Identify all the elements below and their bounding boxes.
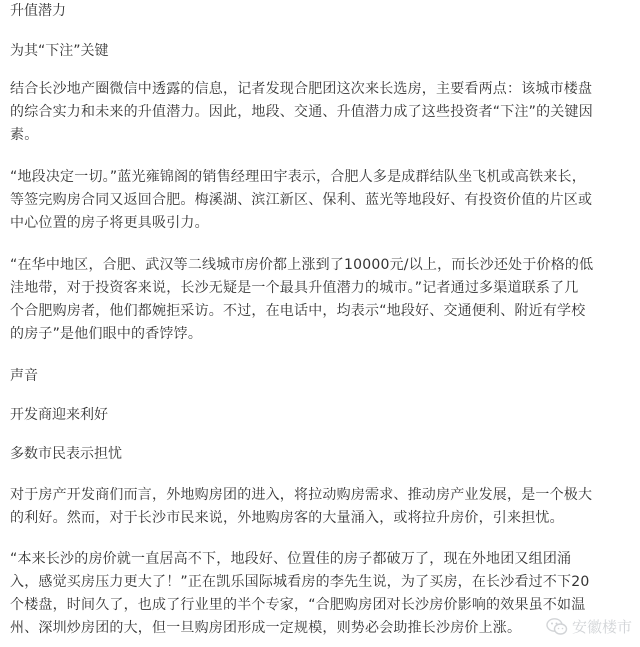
section-heading-rise-potential: 升值潜力 [10, 3, 66, 19]
section-heading-betting-key: 为其“下注”关键 [10, 43, 109, 59]
paragraph-resident-quote [10, 548, 589, 640]
section-heading-voices: 声音 [10, 368, 38, 384]
section-heading-developers-benefit: 开发商迎来利好 [10, 407, 108, 423]
paragraph-line: 对于房产开发商们而言，外地购房团的进入，将拉动购房需求、推动房产业发展，是一个极大 [10, 487, 593, 503]
paragraph-line: “本来长沙的房价就一直居高不下，地段好、位置佳的房子都破万了，现在外地团又组团涌 [10, 551, 572, 567]
paragraph-line: 的房子”是他们眼中的香饽饽。 [10, 326, 203, 342]
paragraph-line: 的利好。然而，对于长沙市民来说，外地购房客的大量涌入，或将拉升房价，引来担忧。 [10, 510, 564, 526]
paragraph-line: 素。 [10, 127, 39, 143]
paragraph-line: 的综合实力和未来的升值潜力。因此，地段、交通、升值潜力成了这些投资者“下注”的关键因 [10, 104, 593, 120]
paragraph-line: 入，感觉买房压力更大了！”正在凯乐国际城看房的李先生说，为了买房，在长沙看过不下20 [10, 574, 590, 590]
paragraph-line: 个楼盘，时间久了，也成了行业里的半个专家，“合肥购房团对长沙房价影响的效果虽不如温 [10, 597, 586, 613]
paragraph-developer-view [10, 484, 592, 530]
paragraph-line: “在华中地区，合肥、武汉等二线城市房价都上涨到了10000元/以上，而长沙还处于价格的低 [10, 257, 594, 273]
paragraph-selection-criteria [10, 78, 593, 147]
paragraph-line: 中心位置的房子将更具吸引力。 [10, 215, 209, 231]
section-heading-residents-worry: 多数市民表示担忧 [10, 446, 122, 462]
paragraph-location-quote [10, 166, 592, 235]
paragraph-line: 等签完购房合同又返回合肥。梅溪湖、滨江新区、保利、蓝光等地段好、有投资价值的片区或 [10, 192, 593, 208]
watermark-text: 安徽楼市 [571, 618, 632, 636]
paragraph-line: “地段决定一切。”蓝光雍锦阁的销售经理田宇表示，合肥人多是成群结队坐飞机或高铁来长， [10, 169, 586, 185]
paragraph-line: 个合肥购房者，他们都婉拒采访。不过，在电话中，均表示“地段好、交通便利、附近有学校 [10, 303, 586, 319]
paragraph-line: 洼地带，对于投资客来说，长沙无疑是一个最具升值潜力的城市。”记者通过多渠道联系了几 [10, 280, 579, 296]
paragraph-line: 州、深圳炒房团的大，但一旦购房团形成一定规模，则势必会助推长沙房价上涨。 [10, 620, 522, 636]
paragraph-line: 结合长沙地产圈微信中透露的信息，记者发现合肥团这次来长选房，主要看两点：该城市楼盘 [10, 81, 593, 97]
paragraph-price-comparison [10, 254, 593, 346]
